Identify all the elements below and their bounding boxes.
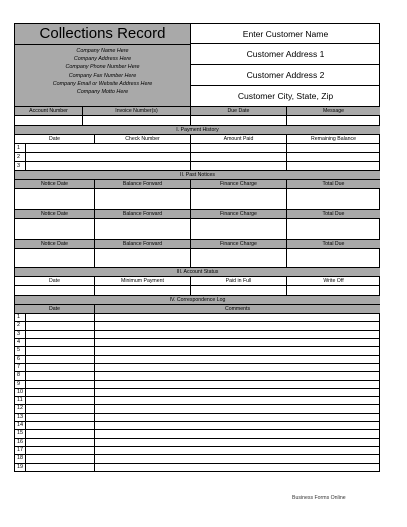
finance-charge-label: Finance Charge <box>191 180 287 188</box>
row-number: 8 <box>15 372 26 379</box>
check-input[interactable] <box>95 162 191 170</box>
finance-charge-label: Finance Charge <box>191 210 287 218</box>
row-number: 3 <box>15 162 26 170</box>
table-row[interactable] <box>15 322 380 330</box>
table-row[interactable] <box>15 455 380 463</box>
company-address: Company Address Here <box>73 56 132 63</box>
row-number: 2 <box>15 322 26 329</box>
row-number: 10 <box>15 389 26 396</box>
log-date-input[interactable] <box>26 464 95 471</box>
company-phone: Company Phone Number Here <box>65 64 140 71</box>
log-date-input[interactable] <box>26 414 95 421</box>
notice-entry-row[interactable] <box>15 249 380 268</box>
row-number: 9 <box>15 381 26 388</box>
collections-record-form <box>14 23 380 472</box>
form-title: Collections Record <box>39 25 166 42</box>
row-number: 18 <box>15 455 26 462</box>
payment-history-header <box>15 135 380 144</box>
notice-date-input[interactable] <box>15 219 95 239</box>
table-row[interactable] <box>15 439 380 447</box>
finance-charge-input[interactable] <box>191 189 287 209</box>
log-date-input[interactable] <box>26 389 95 396</box>
notice-date-label: Notice Date <box>15 210 95 218</box>
notice-header-row <box>15 210 380 219</box>
notice-date-input[interactable] <box>15 189 95 209</box>
invoice-number-label: Invoice Number(s) <box>83 107 191 115</box>
amount-input[interactable] <box>191 153 287 161</box>
account-header-row <box>15 107 380 116</box>
company-header-block <box>15 24 191 107</box>
balance-forward-label: Balance Forward <box>95 240 191 248</box>
table-row[interactable] <box>15 381 380 389</box>
table-row[interactable] <box>15 331 380 339</box>
table-row[interactable] <box>15 144 380 153</box>
notice-header-row <box>15 180 380 189</box>
table-row[interactable] <box>15 372 380 380</box>
row-number: 3 <box>15 331 26 338</box>
table-row[interactable] <box>15 422 380 430</box>
as-paid-in-full-label: Paid in Full <box>191 277 287 285</box>
log-date-input[interactable] <box>26 430 95 437</box>
row-number: 1 <box>15 314 26 321</box>
table-row[interactable] <box>15 389 380 397</box>
customer-name-field[interactable]: Enter Customer Name <box>191 24 380 44</box>
as-date-label: Date <box>15 277 95 285</box>
row-number: 15 <box>15 430 26 437</box>
log-date-input[interactable] <box>26 356 95 363</box>
company-motto: Company Motto Here <box>76 89 129 96</box>
amount-input[interactable] <box>191 144 287 152</box>
balance-forward-input[interactable] <box>95 219 191 239</box>
log-date-input[interactable] <box>26 314 95 321</box>
log-date-input[interactable] <box>26 381 95 388</box>
table-row[interactable] <box>15 405 380 413</box>
notice-date-label: Notice Date <box>15 180 95 188</box>
balance-forward-input[interactable] <box>95 189 191 209</box>
row-number: 7 <box>15 364 26 371</box>
company-name: Company Name Here <box>76 48 129 54</box>
table-row[interactable] <box>15 314 380 322</box>
footer-brand: Business Forms Online <box>292 495 346 501</box>
table-row[interactable] <box>15 364 380 372</box>
table-row[interactable] <box>15 447 380 455</box>
payment-history-title: I. Payment History <box>15 126 380 135</box>
account-status-title: III. Account Status <box>15 268 380 277</box>
as-date-input[interactable] <box>15 286 95 295</box>
log-date-input[interactable] <box>26 331 95 338</box>
table-row[interactable] <box>15 356 380 364</box>
due-date-label: Due Date <box>191 107 287 115</box>
log-date-input[interactable] <box>26 405 95 412</box>
notice-header-row <box>15 240 380 249</box>
company-email: Company Email or Website Address Here <box>52 80 153 87</box>
cl-comments-label: Comments <box>224 306 251 312</box>
log-date-input[interactable] <box>26 439 95 446</box>
row-number: 19 <box>15 464 26 471</box>
log-date-input[interactable] <box>26 364 95 371</box>
account-number-input[interactable] <box>15 116 83 125</box>
ph-balance-label: Remaining Balance <box>311 136 356 142</box>
account-entry-row[interactable] <box>15 116 380 126</box>
log-date-input[interactable] <box>26 347 95 354</box>
ph-amount-label: Amount Paid <box>191 135 287 143</box>
row-number: 4 <box>15 339 26 346</box>
table-row[interactable] <box>15 347 380 355</box>
as-write-off-label: Write Off <box>323 278 344 284</box>
account-status-header <box>15 277 380 286</box>
table-row[interactable] <box>15 153 380 162</box>
table-row[interactable] <box>15 397 380 405</box>
notice-entry-row[interactable] <box>15 219 380 240</box>
cl-date-label: Date <box>15 305 95 313</box>
row-number: 13 <box>15 414 26 421</box>
as-minimum-payment-label: Minimum Payment <box>95 277 191 285</box>
balance-forward-label: Balance Forward <box>95 210 191 218</box>
table-row[interactable] <box>15 430 380 438</box>
past-notices-title: II. Past Notices <box>15 171 380 180</box>
invoice-number-input[interactable] <box>83 116 191 125</box>
total-due-label: Total Due <box>322 241 345 247</box>
log-date-input[interactable] <box>26 372 95 379</box>
customer-address2-field[interactable]: Customer Address 2 <box>191 65 380 86</box>
company-fax: Company Fax Number Here <box>68 72 137 79</box>
row-number: 16 <box>15 439 26 446</box>
row-number: 5 <box>15 347 26 354</box>
ph-check-label: Check Number <box>95 135 191 143</box>
log-date-input[interactable] <box>26 339 95 346</box>
row-number: 14 <box>15 422 26 429</box>
as-minimum-payment-input[interactable] <box>95 286 191 295</box>
finance-charge-input[interactable] <box>191 249 287 267</box>
customer-city-state-zip-field[interactable]: Customer City, State, Zip <box>191 86 380 107</box>
log-date-input[interactable] <box>26 422 95 429</box>
due-date-input[interactable] <box>191 116 287 125</box>
table-row[interactable] <box>15 464 380 472</box>
check-input[interactable] <box>95 153 191 161</box>
correspondence-header <box>15 305 380 314</box>
row-number: 1 <box>15 144 26 152</box>
account-status-entry-row[interactable] <box>15 286 380 296</box>
row-number: 11 <box>15 397 26 404</box>
notice-entry-row[interactable] <box>15 189 380 210</box>
balance-forward-label: Balance Forward <box>95 180 191 188</box>
log-date-input[interactable] <box>26 397 95 404</box>
table-row[interactable] <box>15 162 380 171</box>
table-row[interactable] <box>15 339 380 347</box>
notice-date-input[interactable] <box>15 249 95 267</box>
correspondence-title: IV. Correspondence Log <box>15 296 380 305</box>
finance-charge-label: Finance Charge <box>191 240 287 248</box>
total-due-label: Total Due <box>322 181 345 187</box>
log-date-input[interactable] <box>26 447 95 454</box>
as-paid-in-full-input[interactable] <box>191 286 287 295</box>
company-info <box>15 44 190 96</box>
table-row[interactable] <box>15 414 380 422</box>
ph-date-label: Date <box>15 135 95 143</box>
amount-input[interactable] <box>191 162 287 170</box>
row-number: 6 <box>15 356 26 363</box>
log-date-input[interactable] <box>26 322 95 329</box>
finance-charge-input[interactable] <box>191 219 287 239</box>
row-number: 12 <box>15 405 26 412</box>
account-number-label: Account Number <box>15 107 83 115</box>
log-date-input[interactable] <box>26 455 95 462</box>
customer-address1-field[interactable]: Customer Address 1 <box>191 44 380 65</box>
message-label: Message <box>322 108 345 114</box>
row-number: 17 <box>15 447 26 454</box>
row-number: 2 <box>15 153 26 161</box>
notice-date-label: Notice Date <box>15 240 95 248</box>
balance-forward-input[interactable] <box>95 249 191 267</box>
total-due-label: Total Due <box>322 211 345 217</box>
check-input[interactable] <box>95 144 191 152</box>
